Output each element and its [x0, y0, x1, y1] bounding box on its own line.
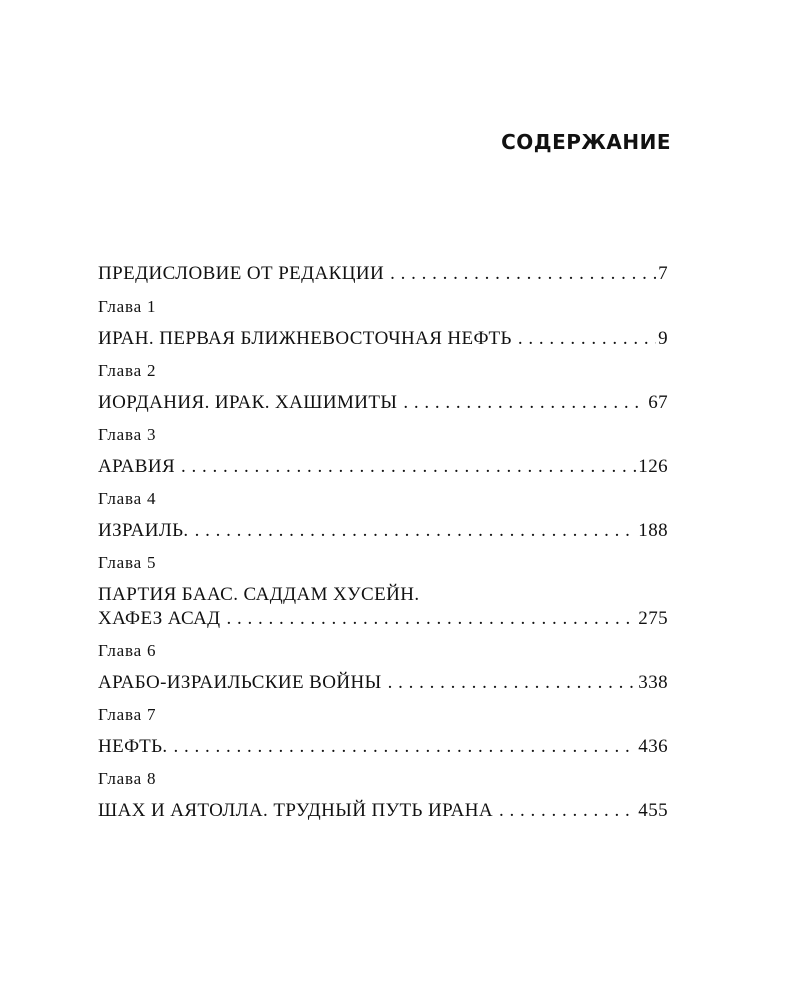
toc-entry-title: ИОРДАНИЯ. ИРАК. ХАШИМИТЫ [98, 392, 398, 413]
toc-page-number: 436 [638, 736, 668, 757]
toc-entry-title: ИРАН. ПЕРВАЯ БЛИЖНЕВОСТОЧНАЯ НЕФТЬ [98, 328, 512, 349]
page-title: СОДЕРЖАНИЕ [501, 130, 671, 154]
table-of-contents [98, 262, 668, 831]
toc-entry-title-line: ПАРТИЯ БААС. САДДАМ ХУСЕЙН. [98, 584, 420, 605]
dot-leader [181, 455, 636, 479]
chapter-label: Глава 3 [98, 425, 157, 444]
toc-entry-title: НЕФТЬ. [98, 736, 168, 757]
chapter-label: Глава 6 [98, 641, 157, 660]
chapter-label: Глава 5 [98, 553, 157, 572]
toc-page-number: 455 [638, 800, 668, 821]
dot-leader [518, 327, 656, 351]
toc-page-number: 275 [638, 608, 668, 629]
toc-entry-chapter-5[interactable] [98, 551, 668, 631]
toc-entry-chapter-1[interactable] [98, 295, 668, 351]
dot-leader [390, 262, 656, 286]
toc-entry-title: ШАХ И АЯТОЛЛА. ТРУДНЫЙ ПУТЬ ИРАНА [98, 800, 493, 821]
dot-leader [195, 519, 637, 543]
chapter-label: Глава 7 [98, 705, 157, 724]
toc-page-number: 126 [638, 456, 668, 477]
toc-entry-title: ХАФЕЗ АСАД [98, 608, 221, 629]
toc-row [98, 262, 668, 286]
dot-leader [227, 607, 637, 631]
toc-page-number: 188 [638, 520, 668, 541]
toc-entry-chapter-2[interactable] [98, 359, 668, 415]
toc-entry-title: ПРЕДИСЛОВИЕ ОТ РЕДАКЦИИ [98, 263, 385, 284]
toc-page-number: 7 [658, 263, 668, 284]
toc-page-number: 338 [638, 672, 668, 693]
toc-entry-title: АРАБО-ИЗРАИЛЬСКИЕ ВОЙНЫ [98, 672, 382, 693]
toc-entry-chapter-7[interactable] [98, 703, 668, 759]
toc-page-number: 9 [658, 328, 668, 349]
toc-row [98, 799, 668, 823]
toc-row [98, 735, 668, 759]
toc-entry-chapter-4[interactable] [98, 487, 668, 543]
dot-leader [174, 735, 637, 759]
toc-entry-chapter-3[interactable] [98, 423, 668, 479]
toc-row [98, 519, 668, 543]
chapter-label: Глава 8 [98, 769, 157, 788]
toc-entry-title: АРАВИЯ [98, 456, 176, 477]
toc-entry-preface[interactable] [98, 262, 668, 286]
dot-leader [403, 391, 646, 415]
chapter-label: Глава 1 [98, 297, 157, 316]
chapter-label: Глава 2 [98, 361, 157, 380]
toc-row [98, 455, 668, 479]
toc-entry-chapter-8[interactable] [98, 767, 668, 823]
dot-leader [499, 799, 636, 823]
toc-row [98, 607, 668, 631]
dot-leader [388, 671, 637, 695]
toc-row [98, 327, 668, 351]
toc-entry-title: ИЗРАИЛЬ. [98, 520, 189, 541]
toc-row [98, 671, 668, 695]
toc-entry-chapter-6[interactable] [98, 639, 668, 695]
toc-row [98, 391, 668, 415]
toc-page-number: 67 [648, 392, 668, 413]
chapter-label: Глава 4 [98, 489, 157, 508]
